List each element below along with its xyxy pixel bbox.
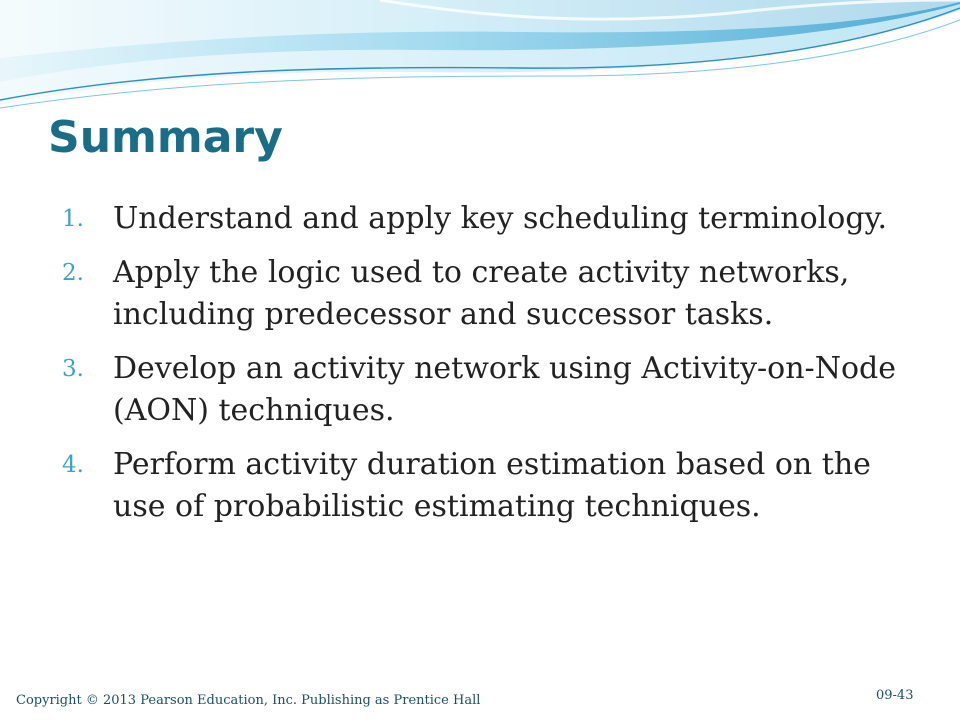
item-text: Perform activity duration estimation based on the use of probabilistic estimating techniques. xyxy=(113,447,871,524)
summary-item xyxy=(0,252,920,336)
item-text: Understand and apply key scheduling terminology. xyxy=(113,201,888,236)
item-number: 2. xyxy=(62,260,84,286)
page-number: 09-43 xyxy=(876,688,914,703)
item-number: 3. xyxy=(62,356,84,382)
summary-item xyxy=(0,444,920,528)
header-wave-decoration xyxy=(0,0,960,130)
summary-item xyxy=(0,348,920,432)
copyright-footer: Copyright © 2013 Pearson Education, Inc. Publishing as Prentice Hall xyxy=(16,693,481,708)
item-text: Develop an activity network using Activity-on-Node (AON) techniques. xyxy=(113,351,896,428)
item-number: 1. xyxy=(62,206,84,232)
summary-item xyxy=(0,198,920,240)
summary-list xyxy=(0,198,920,540)
item-number: 4. xyxy=(62,452,84,478)
slide-title: Summary xyxy=(48,112,283,163)
item-text: Apply the logic used to create activity networks, including predecessor and successor tasks. xyxy=(113,255,850,332)
